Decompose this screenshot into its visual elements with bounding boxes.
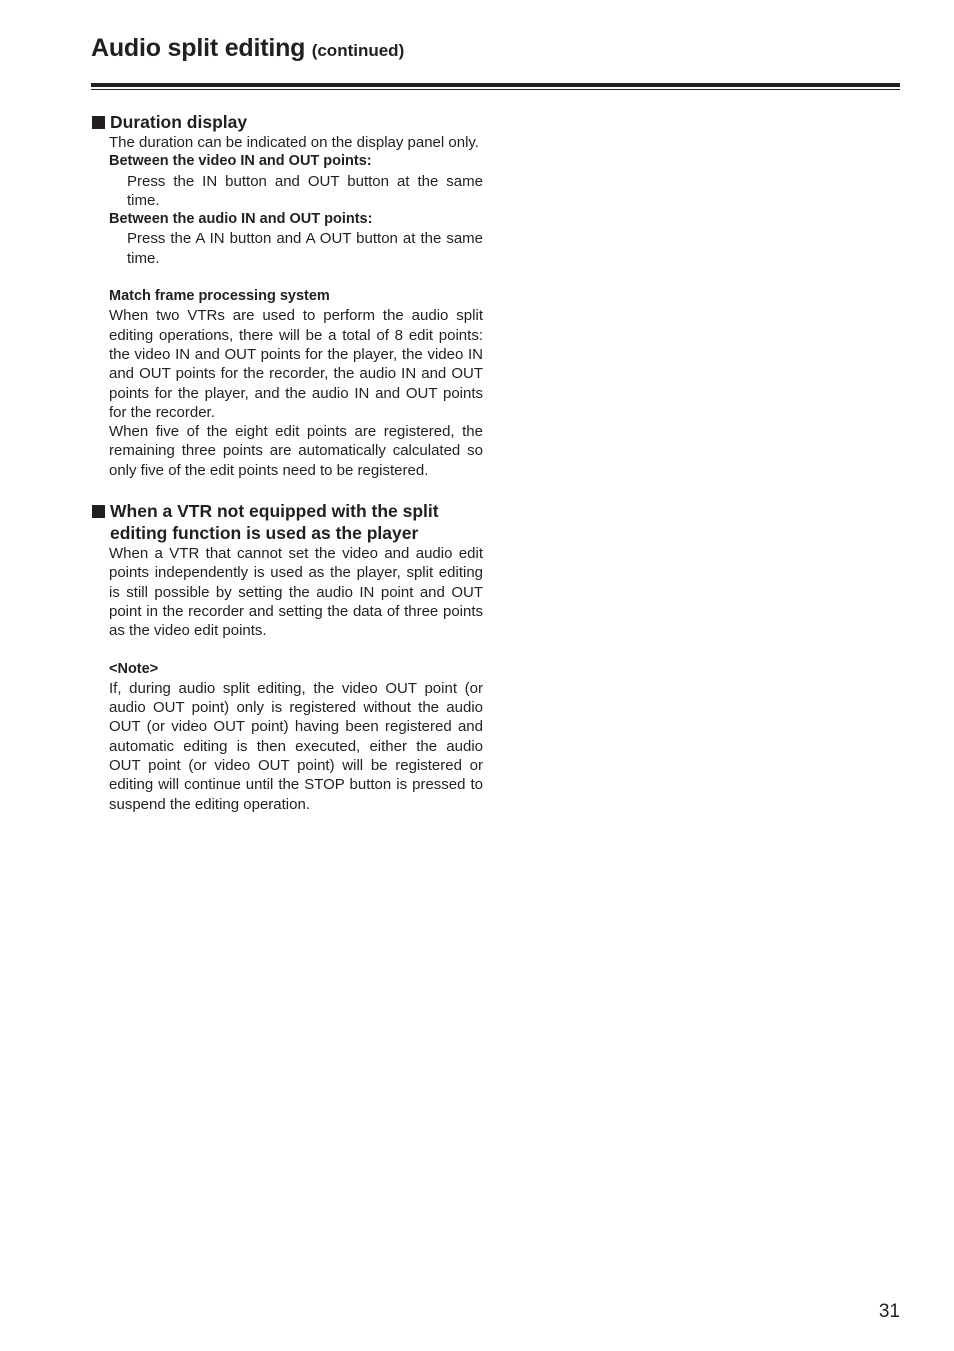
note-text: If, during audio split editing, the video OUT point (or audio OUT point) only is registered without the audio OUT (or video OUT point) having been registered and automatic editing is then executed, either the audio OUT point (or video OUT point) will be registered or editing will continue until the STOP button is pressed to suspend the editing operation. <box>109 679 483 813</box>
video-points-label: Between the video IN and OUT points: <box>109 153 372 170</box>
page-subtitle: (continued) <box>311 41 405 60</box>
match-frame-paragraph-1: When two VTRs are used to perform the audio split editing operations, there will be a total of 8 edit points: the video IN and OUT points for the player, the video IN and OUT points for the recorder, the audio IN and OUT points for the player, and the audio IN and OUT points for the recorder. <box>109 307 483 421</box>
audio-points-text: Press the A IN button and A OUT button at the same time. <box>127 230 483 267</box>
vtr-player-heading-text: When a VTR not equipped with the split editing function is used as the player <box>110 501 439 544</box>
page-number: 31 <box>878 1301 900 1322</box>
duration-display-heading-text: Duration display <box>110 112 248 132</box>
duration-display-heading <box>91 111 483 133</box>
main-column <box>91 111 483 814</box>
vtr-player-text: When a VTR that cannot set the video and audio edit points independently is used as the player, split editing is still possible by setting the audio IN point and OUT point in the recorder and setting the data of three points as the video edit points. <box>109 545 483 640</box>
square-bullet-icon <box>92 505 105 518</box>
duration-intro-text: The duration can be indicated on the display panel only. <box>109 134 479 151</box>
page-header <box>91 34 900 63</box>
page-title: Audio split editing <box>91 34 306 62</box>
header-rule-thick <box>91 83 900 87</box>
video-points-text: Press the IN button and OUT button at the same time. <box>127 172 483 209</box>
note-heading: <Note> <box>109 660 159 677</box>
square-bullet-icon <box>92 116 105 129</box>
match-frame-paragraph-2: When five of the eight edit points are registered, the remaining three points are automatically calculated so only five of the edit points need to be registered. <box>109 423 483 479</box>
header-rule-thin <box>91 89 900 90</box>
vtr-player-heading <box>91 500 483 544</box>
match-frame-heading: Match frame processing system <box>109 288 330 305</box>
audio-points-label: Between the audio IN and OUT points: <box>109 211 373 228</box>
